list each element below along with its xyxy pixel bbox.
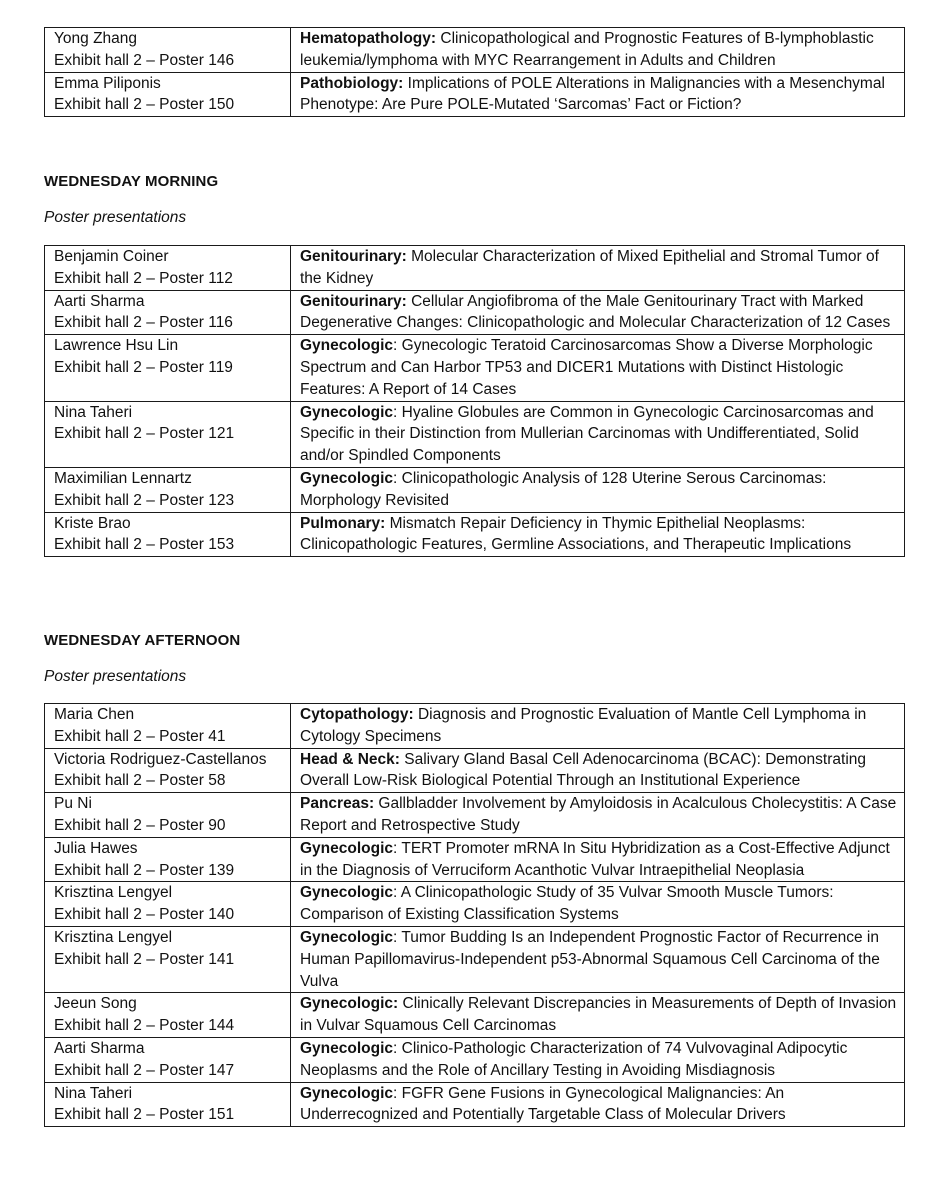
- poster-location: Exhibit hall 2 – Poster 123: [54, 491, 235, 509]
- presenter-cell: [45, 993, 291, 1038]
- presenter-name: Victoria Rodriguez-Castellanos: [54, 750, 267, 768]
- abstract-title: : FGFR Gene Fusions in Gynecological Malignancies: An Underrecognized and Potentially Targetable Class of Molecular Drivers: [300, 1084, 786, 1124]
- abstract-cell: [291, 926, 905, 992]
- table-row: [45, 290, 905, 335]
- presenter-name: Lawrence Hsu Lin: [54, 337, 179, 355]
- abstract-cell: [291, 335, 905, 401]
- abstract-category: Genitourinary:: [300, 248, 407, 265]
- poster-location: Exhibit hall 2 – Poster 153: [54, 536, 235, 554]
- presenter-name: Maria Chen: [54, 706, 135, 723]
- table-row: [45, 1037, 905, 1082]
- poster-table-wednesday-afternoon: [44, 703, 905, 1127]
- abstract-title: Diagnosis and Prognostic Evaluation of Mantle Cell Lymphoma in Cytology Specimens: [300, 706, 867, 745]
- table-row: [45, 28, 905, 73]
- abstract-category: Gynecologic: [300, 884, 394, 902]
- section-subheading-afternoon: Poster presentations: [44, 668, 187, 685]
- presenter-cell: [45, 290, 291, 335]
- abstract-title: Salivary Gland Basal Cell Adenocarcinoma (BCAC): Demonstrating Overall Low-Risk Biological Potential Through an Institutional Experience: [300, 750, 866, 790]
- abstract-cell: [291, 704, 905, 749]
- presenter-cell: [45, 72, 291, 117]
- presenter-cell: [45, 793, 291, 838]
- poster-location: Exhibit hall 2 – Poster 119: [54, 358, 233, 376]
- table-row: [45, 512, 905, 557]
- presenter-cell: [45, 1082, 291, 1127]
- poster-location: Exhibit hall 2 – Poster 41: [54, 727, 226, 745]
- abstract-title: Cellular Angiofibroma of the Male Genitourinary Tract with Marked Degenerative Changes: Clinicopathologic and Molecular Characterization of 12 Cases: [300, 292, 891, 332]
- presenter-name: Jeeun Song: [54, 995, 137, 1013]
- abstract-cell: [291, 246, 905, 291]
- poster-location: Exhibit hall 2 – Poster 112: [54, 269, 233, 287]
- abstract-category: Pathobiology:: [300, 74, 404, 92]
- abstract-category: Pancreas:: [300, 795, 375, 813]
- abstract-title: Gallbladder Involvement by Amyloidosis in Acalculous Cholecystitis: A Case Report and Retrospective Study: [300, 795, 897, 834]
- abstract-cell: [291, 512, 905, 557]
- table-row: [45, 837, 905, 882]
- abstract-title: Implications of POLE Alterations in Malignancies with a Mesenchymal Phenotype: Are Pure POLE-Mutated ‘Sarcomas’ Fact or Fiction?: [300, 74, 885, 114]
- abstract-cell: [291, 882, 905, 927]
- presenter-name: Aarti Sharma: [54, 1039, 145, 1057]
- abstract-category: Gynecologic: [300, 839, 394, 857]
- poster-location: Exhibit hall 2 – Poster 144: [54, 1017, 235, 1035]
- abstract-category: Gynecologic: [300, 403, 394, 421]
- abstract-title: : Hyaline Globules are Common in Gynecologic Carcinosarcomas and Specific in their Distinction from Mullerian Carcinomas with Undifferentiated, Solid and/or Spindled Components: [300, 403, 874, 465]
- presenter-name: Emma Piliponis: [54, 74, 161, 92]
- table-row: [45, 704, 905, 749]
- table-row: [45, 1082, 905, 1127]
- table-row: [45, 926, 905, 992]
- abstract-category: Gynecologic: [300, 469, 394, 487]
- abstract-title: : A Clinicopathologic Study of 35 Vulvar Smooth Muscle Tumors: Comparison of Existing Classification Systems: [300, 884, 834, 924]
- abstract-category: Hematopathology:: [300, 30, 437, 47]
- abstract-category: Gynecologic: [300, 928, 394, 946]
- presenter-name: Julia Hawes: [54, 839, 138, 857]
- presenter-cell: [45, 748, 291, 793]
- poster-location: Exhibit hall 2 – Poster 150: [54, 96, 235, 114]
- presenter-name: Nina Taheri: [54, 403, 133, 421]
- table-row: [45, 401, 905, 467]
- poster-location: Exhibit hall 2 – Poster 121: [54, 425, 235, 443]
- table-row: [45, 748, 905, 793]
- poster-location: Exhibit hall 2 – Poster 116: [54, 314, 233, 332]
- abstract-cell: [291, 1037, 905, 1082]
- table-row: [45, 793, 905, 838]
- abstract-title: : TERT Promoter mRNA In Situ Hybridization as a Cost-Effective Adjunct in the Diagnosis of Verruciform Acanthotic Vulvar Intraepithelial Neoplasia: [300, 839, 890, 879]
- presenter-name: Krisztina Lengyel: [54, 884, 173, 902]
- abstract-cell: [291, 1082, 905, 1127]
- abstract-category: Gynecologic: [300, 1039, 394, 1057]
- table-row: [45, 882, 905, 927]
- abstract-category: Cytopathology:: [300, 706, 414, 723]
- abstract-cell: [291, 467, 905, 512]
- abstract-title: : Clinico-Pathologic Characterization of 74 Vulvovaginal Adipocytic Neoplasms and the Role of Ancillary Testing in Avoiding Misdiagnosis: [300, 1039, 848, 1079]
- presenter-cell: [45, 401, 291, 467]
- abstract-cell: [291, 793, 905, 838]
- abstract-cell: [291, 72, 905, 117]
- presenter-name: Nina Taheri: [54, 1084, 133, 1102]
- section-heading-wednesday-afternoon: WEDNESDAY AFTERNOON: [44, 632, 241, 649]
- abstract-title: Molecular Characterization of Mixed Epithelial and Stromal Tumor of the Kidney: [300, 248, 879, 287]
- presenter-name: Maximilian Lennartz: [54, 469, 192, 487]
- abstract-title: : Gynecologic Teratoid Carcinosarcomas Show a Diverse Morphologic Spectrum and Can Harbor TP53 and DICER1 Mutations with Distinct Histologic Features: A Report of 14 Cases: [300, 337, 873, 398]
- poster-table-wednesday-morning: [44, 245, 905, 557]
- abstract-title: : Tumor Budding Is an Independent Prognostic Factor of Recurrence in Human Papillomavirus-Independent p53-Abnormal Squamous Cell Carcinoma of the Vulva: [300, 928, 880, 990]
- abstract-cell: [291, 290, 905, 335]
- presenter-name: Kriste Brao: [54, 514, 131, 532]
- section-subheading-morning: Poster presentations: [44, 209, 187, 226]
- table-row: [45, 246, 905, 291]
- poster-location: Exhibit hall 2 – Poster 90: [54, 816, 226, 834]
- presenter-cell: [45, 467, 291, 512]
- abstract-category: Gynecologic:: [300, 995, 399, 1013]
- presenter-cell: [45, 335, 291, 401]
- presenter-cell: [45, 882, 291, 927]
- abstract-category: Gynecologic: [300, 1084, 394, 1102]
- abstract-cell: [291, 28, 905, 73]
- abstract-category: Gynecologic: [300, 337, 394, 355]
- presenter-cell: [45, 28, 291, 73]
- abstract-title: Mismatch Repair Deficiency in Thymic Epithelial Neoplasms: Clinicopathologic Features, Germline Associations, and Therapeutic Implications: [300, 514, 852, 554]
- presenter-cell: [45, 704, 291, 749]
- poster-location: Exhibit hall 2 – Poster 140: [54, 906, 235, 924]
- presenter-cell: [45, 246, 291, 291]
- abstract-category: Head & Neck:: [300, 750, 400, 768]
- abstract-category: Pulmonary:: [300, 514, 386, 532]
- table-row: [45, 993, 905, 1038]
- abstract-cell: [291, 993, 905, 1038]
- poster-location: Exhibit hall 2 – Poster 147: [54, 1061, 235, 1079]
- presenter-cell: [45, 1037, 291, 1082]
- presenter-cell: [45, 926, 291, 992]
- presenter-cell: [45, 512, 291, 557]
- table-row: [45, 72, 905, 117]
- presenter-name: Pu Ni: [54, 795, 92, 813]
- poster-table-continued: [44, 27, 905, 117]
- presenter-name: Krisztina Lengyel: [54, 928, 173, 946]
- presenter-name: Aarti Sharma: [54, 292, 145, 310]
- poster-location: Exhibit hall 2 – Poster 58: [54, 772, 226, 790]
- section-heading-wednesday-morning: WEDNESDAY MORNING: [44, 173, 219, 190]
- abstract-title: Clinically Relevant Discrepancies in Measurements of Depth of Invasion in Vulvar Squamous Cell Carcinomas: [300, 995, 897, 1035]
- poster-location: Exhibit hall 2 – Poster 146: [54, 51, 235, 69]
- poster-location: Exhibit hall 2 – Poster 151: [54, 1106, 235, 1124]
- abstract-category: Genitourinary:: [300, 292, 407, 310]
- abstract-cell: [291, 837, 905, 882]
- abstract-cell: [291, 401, 905, 467]
- presenter-name: Benjamin Coiner: [54, 248, 169, 265]
- abstract-cell: [291, 748, 905, 793]
- table-row: [45, 335, 905, 401]
- poster-location: Exhibit hall 2 – Poster 141: [54, 950, 235, 968]
- abstract-title: : Clinicopathologic Analysis of 128 Uterine Serous Carcinomas: Morphology Revisited: [300, 469, 827, 509]
- table-row: [45, 467, 905, 512]
- presenter-name: Yong Zhang: [54, 30, 138, 47]
- presenter-cell: [45, 837, 291, 882]
- abstract-title: Clinicopathological and Prognostic Features of B-lymphoblastic leukemia/lymphoma with MYC Rearrangement in Adults and Children: [300, 30, 874, 69]
- poster-location: Exhibit hall 2 – Poster 139: [54, 861, 235, 879]
